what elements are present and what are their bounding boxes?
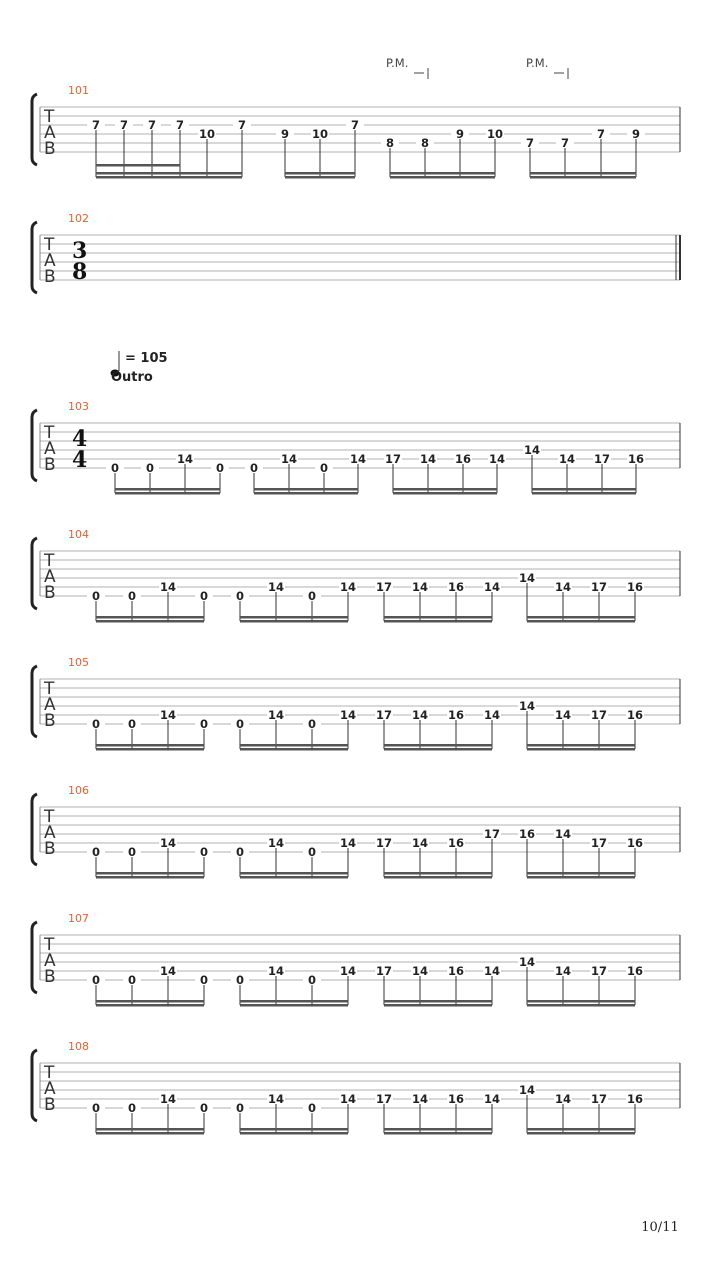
beam [384,744,492,747]
bar-number: 103 [68,400,89,413]
tab-clef-a: A [44,439,56,459]
staff-system-105 [32,656,680,751]
fret-number: 8 [420,136,430,150]
tab-clef-b: B [44,139,56,159]
beam [384,748,492,751]
fret-number: 0 [127,589,137,603]
fret-number: 14 [488,452,506,466]
beam [527,748,635,751]
fret-number: 14 [159,708,177,722]
fret-number: 14 [483,1092,501,1106]
fret-number: 0 [91,845,101,859]
fret-number: 16 [518,827,536,841]
fret-number: 14 [339,708,357,722]
fret-number: 16 [626,1092,644,1106]
beam [96,620,204,623]
fret-number: 0 [307,845,317,859]
beam [96,616,204,619]
fret-number: 0 [127,845,137,859]
fret-number: 14 [267,580,285,594]
fret-number: 0 [199,845,209,859]
fret-number: 17 [593,452,611,466]
beam [240,876,348,879]
fret-number: 14 [267,1092,285,1106]
palm-mute-label: P.M. [386,56,409,70]
tab-clef-a: A [44,251,56,271]
fret-number: 0 [235,717,245,731]
fret-number: 14 [411,964,429,978]
fret-number: 0 [127,1101,137,1115]
bar-number: 102 [68,212,89,225]
time-signature-top: 3 [72,238,88,264]
fret-number: 0 [235,1101,245,1115]
fret-number: 0 [145,461,155,475]
beam [240,744,348,747]
fret-number: 14 [558,452,576,466]
fret-number: 14 [159,836,177,850]
system-bracket [32,94,37,165]
tab-clef-b: B [44,839,56,859]
fret-number: 14 [339,964,357,978]
tab-clef-a: A [44,695,56,715]
beam [285,176,355,179]
beam [384,1128,492,1131]
tab-clef-t: T [44,423,55,443]
beam [96,744,204,747]
staff-system-106 [32,784,680,879]
beam [96,164,180,167]
system-bracket [32,222,37,293]
staff-system-104 [32,528,680,623]
beam [96,872,204,875]
beam [240,620,348,623]
fret-number: 14 [267,964,285,978]
fret-number: 0 [110,461,120,475]
bar-number: 108 [68,1040,89,1053]
beam [96,1004,204,1007]
tab-clef-b: B [44,455,56,475]
fret-number: 7 [525,136,535,150]
beam [527,872,635,875]
fret-number: 14 [518,699,536,713]
bar-number: 104 [68,528,89,541]
fret-number: 14 [267,836,285,850]
beam [527,1128,635,1131]
fret-number: 14 [411,836,429,850]
beam [96,1132,204,1135]
fret-number: 17 [375,964,393,978]
beam [254,488,358,491]
beam [115,488,220,491]
beam [527,876,635,879]
tab-clef-b: B [44,711,56,731]
beam [240,1128,348,1131]
bar-number: 107 [68,912,89,925]
beam [527,1132,635,1135]
beam [532,492,636,495]
tab-clef-t: T [44,107,55,127]
fret-number: 0 [319,461,329,475]
fret-number: 0 [91,717,101,731]
beam [530,172,636,175]
tempo-marking [111,351,168,385]
fret-number: 7 [560,136,570,150]
beam [527,744,635,747]
beam [96,748,204,751]
tab-clef-t: T [44,935,55,955]
fret-number: 7 [147,118,157,132]
fret-number: 0 [307,717,317,731]
tab-clef-a: A [44,123,56,143]
fret-number: 14 [349,452,367,466]
fret-number: 9 [631,127,641,141]
beam [240,616,348,619]
time-signature-bottom: 8 [72,259,88,285]
bar-number: 106 [68,784,89,797]
tab-clef-b: B [44,267,56,287]
fret-number: 7 [596,127,606,141]
fret-number: 14 [419,452,437,466]
beam [115,492,220,495]
fret-number: 9 [455,127,465,141]
tab-clef-b: B [44,583,56,603]
beam [530,176,636,179]
fret-number: 14 [483,708,501,722]
fret-number: 0 [307,589,317,603]
beam [240,1132,348,1135]
fret-number: 10 [198,127,216,141]
beam [384,616,492,619]
fret-number: 16 [626,836,644,850]
fret-number: 0 [91,1101,101,1115]
fret-number: 17 [375,708,393,722]
beam [384,1132,492,1135]
fret-number: 16 [447,964,465,978]
fret-number: 16 [447,1092,465,1106]
fret-number: 0 [91,973,101,987]
tab-clef-t: T [44,551,55,571]
fret-number: 8 [385,136,395,150]
beam [393,488,497,491]
fret-number: 14 [339,1092,357,1106]
fret-number: 14 [554,580,572,594]
beam [384,1004,492,1007]
staff-system-102 [32,212,680,293]
fret-number: 0 [307,973,317,987]
fret-number: 14 [267,708,285,722]
fret-number: 7 [91,118,101,132]
fret-number: 14 [411,580,429,594]
fret-number: 14 [159,580,177,594]
fret-number: 14 [159,964,177,978]
fret-number: 10 [311,127,329,141]
section-label: Outro [111,370,153,385]
fret-number: 14 [280,452,298,466]
tempo-value: = 105 [125,351,168,366]
fret-number: 16 [627,452,645,466]
fret-number: 0 [127,973,137,987]
page-number: 10/11 [641,1220,679,1235]
fret-number: 17 [375,836,393,850]
beam [240,1000,348,1003]
fret-number: 16 [626,708,644,722]
beam [527,616,635,619]
time-signature-top: 4 [72,426,88,452]
fret-number: 17 [590,708,608,722]
system-bracket [32,410,37,481]
fret-number: 14 [483,964,501,978]
fret-number: 7 [119,118,129,132]
fret-number: 0 [199,1101,209,1115]
beam [527,620,635,623]
beam [96,176,242,179]
fret-number: 14 [339,580,357,594]
fret-number: 0 [199,589,209,603]
fret-number: 14 [554,1092,572,1106]
fret-number: 14 [176,452,194,466]
beam [390,172,495,175]
fret-number: 14 [483,580,501,594]
beam [96,1128,204,1131]
system-bracket [32,538,37,609]
fret-number: 0 [235,973,245,987]
beam [532,488,636,491]
fret-number: 10 [486,127,504,141]
fret-number: 17 [590,964,608,978]
fret-number: 16 [454,452,472,466]
fret-number: 14 [411,1092,429,1106]
beam [96,876,204,879]
bar-number: 101 [68,84,89,97]
fret-number: 7 [175,118,185,132]
fret-number: 16 [447,580,465,594]
fret-number: 0 [235,845,245,859]
fret-number: 14 [523,443,541,457]
beam [384,620,492,623]
fret-number: 17 [483,827,501,841]
tab-clef-t: T [44,1063,55,1083]
fret-number: 14 [518,571,536,585]
fret-number: 14 [554,827,572,841]
beam [384,872,492,875]
bar-number: 105 [68,656,89,669]
fret-number: 14 [518,955,536,969]
beam [527,1004,635,1007]
time-signature-bottom: 4 [72,447,88,473]
fret-number: 14 [554,708,572,722]
fret-number: 14 [411,708,429,722]
tab-clef-a: A [44,823,56,843]
fret-number: 0 [127,717,137,731]
staff-system-103 [32,400,680,495]
beam [393,492,497,495]
fret-number: 17 [375,1092,393,1106]
beam [240,748,348,751]
fret-number: 17 [590,1092,608,1106]
tab-clef-a: A [44,567,56,587]
system-bracket [32,794,37,865]
fret-number: 16 [447,836,465,850]
staff-system-101 [32,56,680,179]
fret-number: 17 [384,452,402,466]
fret-number: 17 [590,580,608,594]
beam [285,172,355,175]
tab-clef-t: T [44,235,55,255]
beam [384,1000,492,1003]
tab-clef-a: A [44,1079,56,1099]
fret-number: 16 [626,964,644,978]
beam [390,176,495,179]
tab-clef-t: T [44,679,55,699]
fret-number: 9 [280,127,290,141]
fret-number: 14 [339,836,357,850]
beam [254,492,358,495]
fret-number: 0 [235,589,245,603]
staff-system-108 [32,1040,680,1135]
staff-system-107 [32,912,680,1007]
fret-number: 17 [590,836,608,850]
tab-clef-b: B [44,1095,56,1115]
fret-number: 0 [249,461,259,475]
fret-number: 0 [199,973,209,987]
tab-clef-b: B [44,967,56,987]
fret-number: 0 [91,589,101,603]
palm-mute-label: P.M. [526,56,549,70]
fret-number: 7 [237,118,247,132]
tab-clef-a: A [44,951,56,971]
fret-number: 0 [215,461,225,475]
beam [96,172,242,175]
system-bracket [32,1050,37,1121]
fret-number: 14 [554,964,572,978]
fret-number: 7 [350,118,360,132]
fret-number: 16 [447,708,465,722]
beam [240,872,348,875]
fret-number: 14 [518,1083,536,1097]
fret-number: 0 [199,717,209,731]
system-bracket [32,666,37,737]
fret-number: 16 [626,580,644,594]
beam [527,1000,635,1003]
fret-number: 14 [159,1092,177,1106]
fret-number: 0 [307,1101,317,1115]
fret-number: 17 [375,580,393,594]
tab-clef-t: T [44,807,55,827]
system-bracket [32,922,37,993]
beam [240,1004,348,1007]
beam [96,1000,204,1003]
beam [384,876,492,879]
